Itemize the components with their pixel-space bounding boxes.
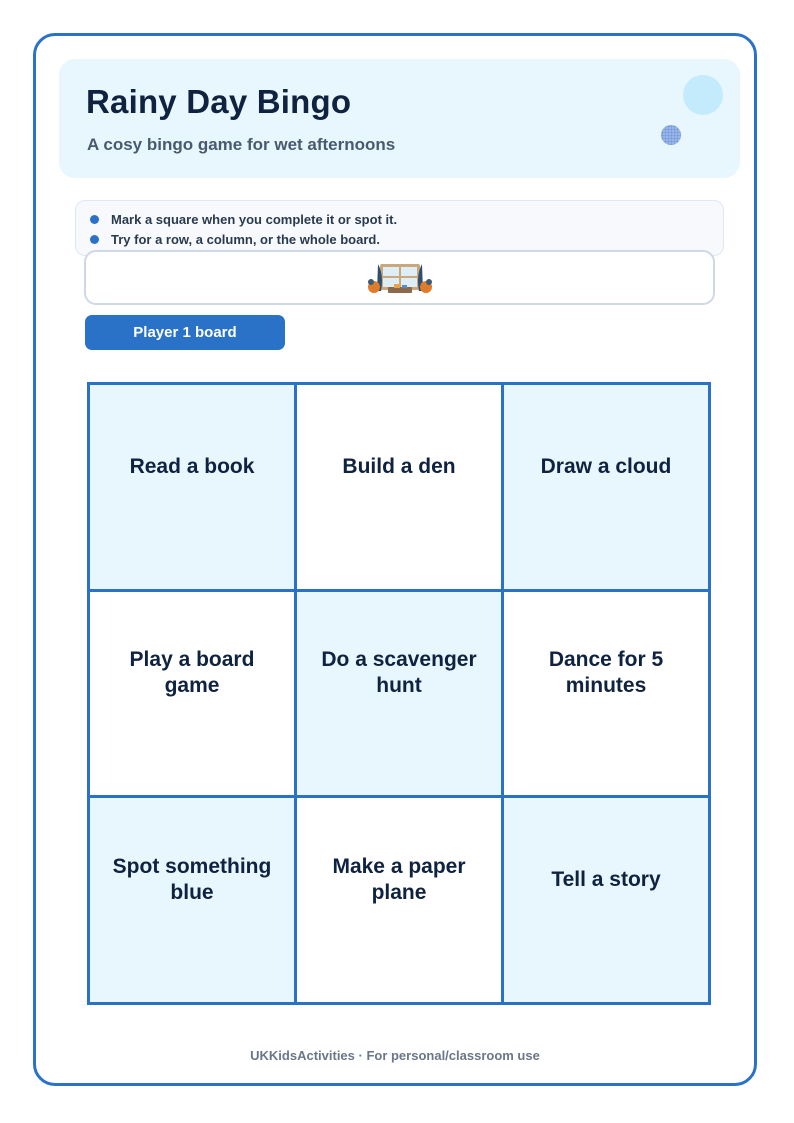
bingo-square-label: Spot something blue xyxy=(112,854,272,905)
instruction-item xyxy=(90,209,723,229)
bingo-square[interactable] xyxy=(90,385,294,589)
bingo-square[interactable] xyxy=(297,592,501,796)
bingo-square-label: Draw a cloud xyxy=(540,454,672,478)
bingo-square[interactable] xyxy=(504,385,708,589)
illustration-strip xyxy=(84,250,715,305)
bingo-square[interactable] xyxy=(90,592,294,796)
bingo-board xyxy=(87,382,711,1005)
bingo-square[interactable] xyxy=(297,385,501,589)
instruction-text: Mark a square when you complete it or spot it. xyxy=(111,211,398,227)
bingo-square-label: Do a scavenger hunt xyxy=(321,647,477,698)
decorative-bubble-small xyxy=(661,125,681,145)
bingo-square-label: Play a board game xyxy=(129,647,255,698)
page-title: Rainy Day Bingo xyxy=(86,83,352,120)
bingo-square-label: Read a book xyxy=(129,454,255,478)
bingo-square[interactable] xyxy=(297,798,501,1002)
bullet-icon xyxy=(90,235,99,244)
instruction-item xyxy=(90,229,723,249)
instructions-box xyxy=(75,200,724,256)
worksheet-page xyxy=(33,33,757,1086)
bingo-square-label: Tell a story xyxy=(551,867,661,891)
player-board-tab[interactable]: Player 1 board xyxy=(85,315,285,350)
rainy-window-illustration xyxy=(366,261,434,295)
bingo-square[interactable] xyxy=(90,798,294,1002)
instruction-text: Try for a row, a column, or the whole board. xyxy=(111,231,380,247)
bingo-square-label: Build a den xyxy=(342,454,456,478)
bingo-square-label: Make a paper plane xyxy=(332,854,466,905)
header-banner xyxy=(59,59,740,178)
page-subtitle: A cosy bingo game for wet afternoons xyxy=(87,135,396,154)
bingo-square[interactable] xyxy=(504,798,708,1002)
bullet-icon xyxy=(90,215,99,224)
footer-credit: UKKidsActivities · For personal/classroom use xyxy=(250,1048,540,1063)
bingo-square-label: Dance for 5 minutes xyxy=(548,647,664,698)
bingo-square[interactable] xyxy=(504,592,708,796)
decorative-bubble-large xyxy=(683,75,723,115)
